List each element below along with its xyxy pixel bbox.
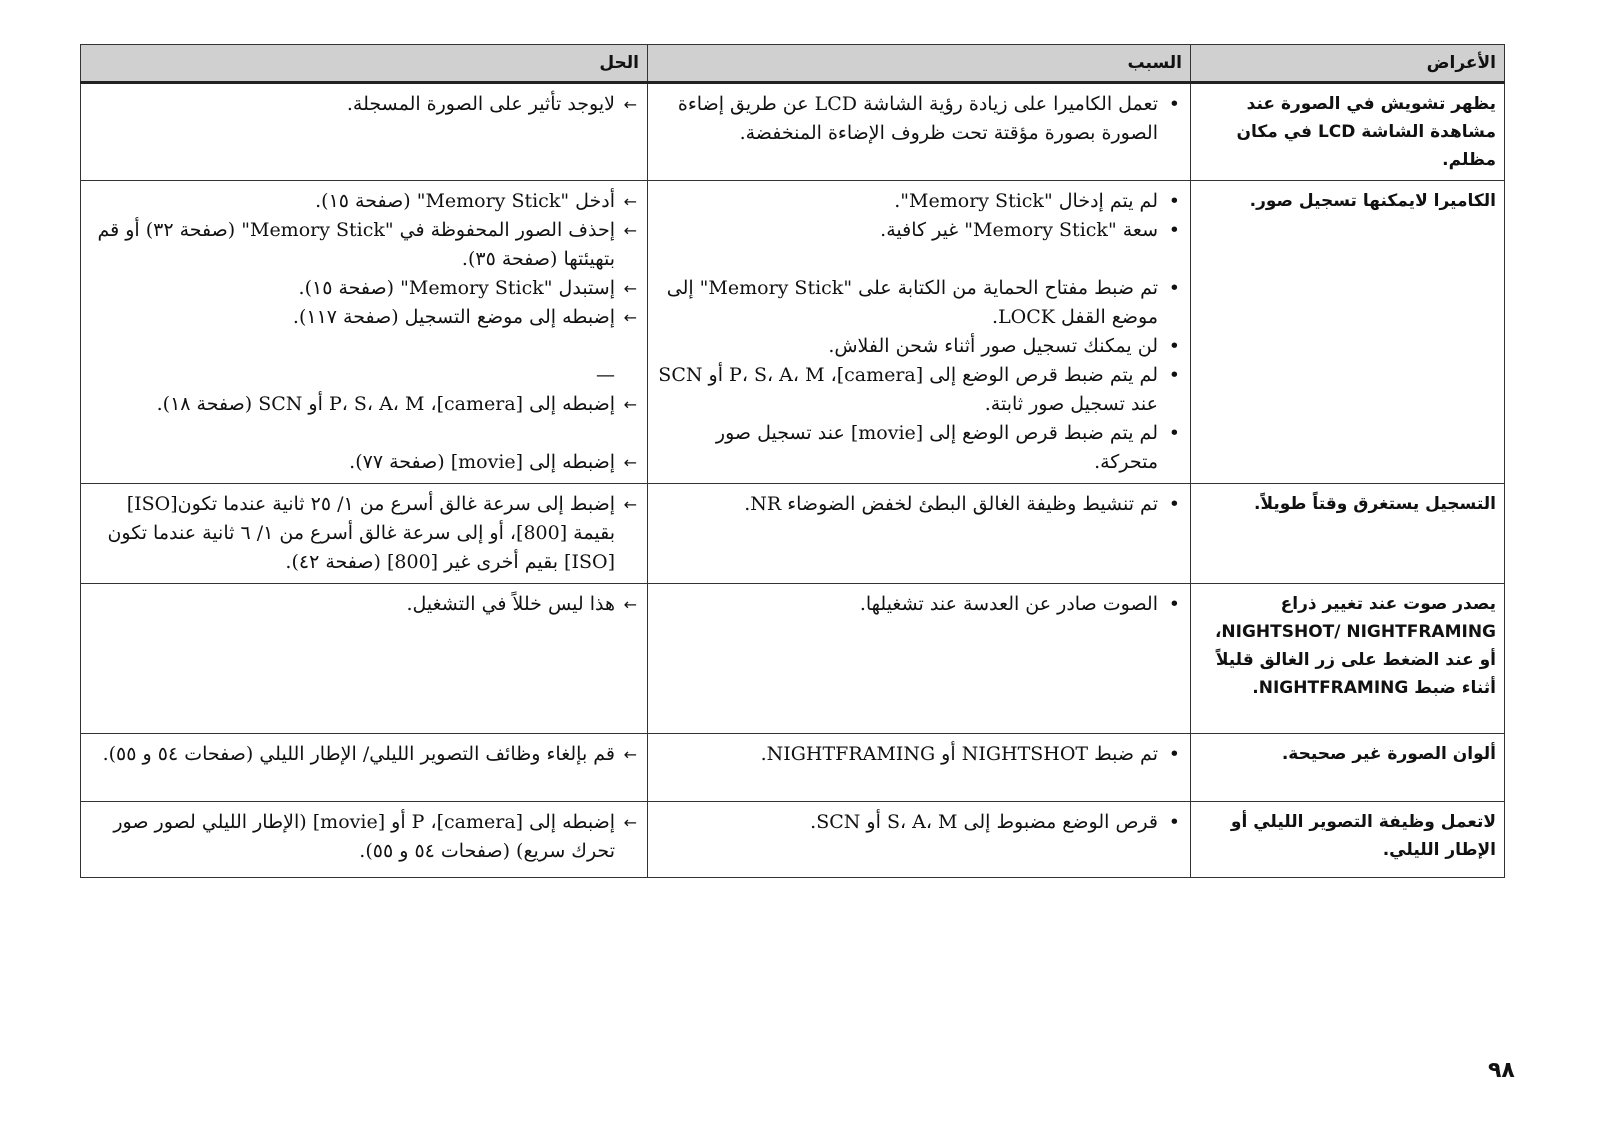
- arrow-bullet-icon: ←: [623, 221, 637, 240]
- arrow-bullet-icon: ←: [623, 745, 637, 764]
- item-text: قم بإلغاء وظائف التصوير الليلي/ الإطار الليلي (صفحات ٥٤ و ٥٥).: [102, 743, 615, 765]
- cause-item: [656, 490, 1182, 519]
- solution-cell: [81, 734, 648, 802]
- item-text: إضبطه إلى [camera]، P، S، A، M أو SCN (صفحة ١٨).: [156, 393, 615, 415]
- item-text: إضبطه إلى [camera]، P أو [movie] (الإطار الليلي لصور صور تحرك سريع) (صفحات ٥٤ و ٥٥).: [113, 811, 615, 862]
- solution-item: [89, 448, 639, 477]
- solution-item: [89, 390, 639, 419]
- table-row: [81, 734, 1505, 802]
- cause-item: [656, 590, 1182, 619]
- table-body: [81, 83, 1505, 878]
- solution-cell: [81, 584, 648, 734]
- cause-cell: [648, 734, 1191, 802]
- bullet-icon: •: [1168, 93, 1180, 115]
- bullet-icon: •: [1168, 364, 1180, 386]
- solution-item: [89, 303, 639, 332]
- arrow-bullet-icon: ←: [623, 308, 637, 327]
- table-row: [81, 484, 1505, 584]
- item-text: إحذف الصور المحفوظة في "Memory Stick" (صفحة ٣٢) أو قم بتهيئتها (صفحة ٣٥).: [97, 219, 615, 270]
- symptom-cell: لاتعمل وظيفة التصوير الليلي أو الإطار الليلي.: [1191, 802, 1505, 878]
- cause-item: [656, 274, 1182, 332]
- item-text: قرص الوضع مضبوط إلى S، A، M أو SCN.: [810, 811, 1158, 833]
- table-row: [81, 584, 1505, 734]
- item-text: إضبطه إلى [movie] (صفحة ٧٧).: [349, 451, 615, 473]
- solution-cell: [81, 484, 648, 584]
- bullet-icon: •: [1168, 277, 1180, 299]
- solution-item: [89, 419, 639, 448]
- solution-item: [89, 808, 639, 866]
- cause-cell: [648, 584, 1191, 734]
- item-text: هذا ليس خللاً في التشغيل.: [406, 593, 615, 615]
- item-text: سعة "Memory Stick" غير كافية.: [880, 219, 1158, 241]
- cause-cell: [648, 484, 1191, 584]
- item-text: تم ضبط NIGHTSHOT أو NIGHTFRAMING.: [760, 743, 1158, 765]
- item-text: تعمل الكاميرا على زيادة رؤية الشاشة LCD عن طريق إضاءة الصورة بصورة مؤقتة تحت ظروف الإضاءة المنخفضة.: [677, 93, 1158, 144]
- bullet-icon: •: [1168, 493, 1180, 515]
- header-symptom: الأعراض: [1191, 45, 1505, 83]
- symptom-cell: الكاميرا لايمكنها تسجيل صور.: [1191, 181, 1505, 484]
- cause-item: [656, 740, 1182, 769]
- solution-item: [89, 332, 639, 361]
- table-row: [81, 802, 1505, 878]
- symptom-cell: التسجيل يستغرق وقتاً طويلاً.: [1191, 484, 1505, 584]
- solution-item: [89, 361, 639, 390]
- cause-item: [656, 332, 1182, 361]
- solution-cell: [81, 181, 648, 484]
- troubleshooting-table: [80, 44, 1505, 878]
- table-row: [81, 83, 1505, 181]
- symptom-cell: يظهر تشويش في الصورة عند مشاهدة الشاشة LCD في مكان مظلم.: [1191, 83, 1505, 181]
- arrow-bullet-icon: ←: [623, 192, 637, 211]
- item-text: إضبطه إلى موضع التسجيل (صفحة ١١٧).: [292, 306, 615, 328]
- page-number: ٩٨: [1488, 1058, 1515, 1083]
- table-row: [81, 181, 1505, 484]
- symptom-cell: ألوان الصورة غير صحيحة.: [1191, 734, 1505, 802]
- arrow-bullet-icon: ←: [623, 813, 637, 832]
- cause-cell: [648, 83, 1191, 181]
- solution-item: [89, 187, 639, 216]
- arrow-bullet-icon: ←: [623, 95, 637, 114]
- item-text: تم ضبط مفتاح الحماية من الكتابة على "Memory Stick" إلى موضع القفل LOCK.: [666, 277, 1158, 328]
- item-text: لن يمكنك تسجيل صور أثناء شحن الفلاش.: [828, 335, 1158, 357]
- item-text: تم تنشيط وظيفة الغالق البطئ لخفض الضوضاء NR.: [744, 493, 1158, 515]
- item-text: أدخل "Memory Stick" (صفحة ١٥).: [315, 190, 615, 212]
- solution-item: [89, 490, 639, 577]
- cause-item: [656, 419, 1182, 477]
- arrow-bullet-icon: ←: [623, 279, 637, 298]
- item-text: لايوجد تأثير على الصورة المسجلة.: [346, 93, 615, 115]
- solution-item: [89, 740, 639, 769]
- header-solution: الحل: [81, 45, 648, 83]
- item-text: لم يتم ضبط قرص الوضع إلى [movie] عند تسجيل صور متحركة.: [715, 422, 1158, 473]
- item-text: الصوت صادر عن العدسة عند تشغيلها.: [859, 593, 1158, 615]
- bullet-icon: •: [1168, 422, 1180, 444]
- solution-item: [89, 590, 639, 619]
- item-text: لم يتم إدخال "Memory Stick".: [894, 190, 1158, 212]
- arrow-bullet-icon: ←: [623, 395, 637, 414]
- bullet-icon: •: [1168, 743, 1180, 765]
- cause-cell: [648, 181, 1191, 484]
- arrow-bullet-icon: ←: [623, 495, 637, 514]
- arrow-bullet-icon: ←: [623, 453, 637, 472]
- table-header-row: [81, 45, 1505, 83]
- cause-item: [656, 216, 1182, 245]
- bullet-icon: •: [1168, 593, 1180, 615]
- bullet-icon: •: [1168, 219, 1180, 241]
- cause-item: [656, 245, 1182, 274]
- bullet-icon: •: [1168, 811, 1180, 833]
- solution-item: [89, 90, 639, 119]
- cause-item: [656, 808, 1182, 837]
- item-text: —: [596, 364, 615, 386]
- bullet-icon: •: [1168, 190, 1180, 212]
- solution-cell: [81, 83, 648, 181]
- item-text: إضبط إلى سرعة غالق أسرع من ١/ ٢٥ ثانية عندما تكون[ISO] بقيمة [800]، أو إلى سرعة غالق أسرع من ١/ ٦ ثانية عندما تكون [ISO] بقيم أخرى غير [800] (صفحة ٤٢).: [107, 493, 615, 573]
- item-text: لم يتم ضبط قرص الوضع إلى [camera]، P، S، A، M أو SCN عند تسجيل صور ثابتة.: [658, 364, 1158, 415]
- solution-cell: [81, 802, 648, 878]
- cause-item: [656, 90, 1182, 148]
- solution-item: [89, 216, 639, 274]
- solution-item: [89, 274, 639, 303]
- symptom-cell: يصدر صوت عند تغيير ذراع NIGHTSHOT/ NIGHTFRAMING، أو عند الضغط على زر الغالق قليلاً أثناء ضبط NIGHTFRAMING.: [1191, 584, 1505, 734]
- item-text: إستبدل "Memory Stick" (صفحة ١٥).: [298, 277, 615, 299]
- arrow-bullet-icon: ←: [623, 595, 637, 614]
- cause-cell: [648, 802, 1191, 878]
- header-cause: السبب: [648, 45, 1191, 83]
- bullet-icon: •: [1168, 335, 1180, 357]
- cause-item: [656, 187, 1182, 216]
- cause-item: [656, 361, 1182, 419]
